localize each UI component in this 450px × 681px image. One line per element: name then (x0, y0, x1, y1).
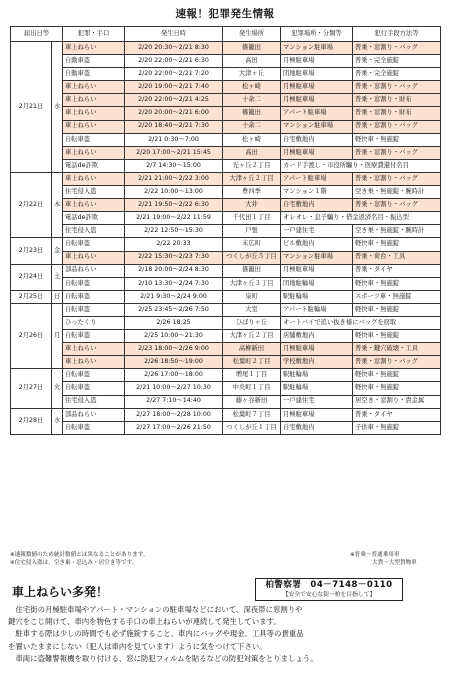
occurrence-place: 松ヶ崎 (223, 81, 281, 94)
crime-location: 一戸建住宅 (281, 225, 353, 238)
occurrence-place: 松葉町７丁目 (223, 408, 281, 421)
occurrence-time: 2/22 10:00～13:00 (125, 186, 223, 199)
table-body (11, 42, 441, 435)
crime-method: 普乗・鍵穴破壊・工具 (353, 343, 441, 356)
crime-location: カード手渡し・市役所騙り・医療費還付名目 (281, 159, 441, 172)
occurrence-time: 2/7 14:30～15:00 (125, 159, 223, 172)
advice-line: 鍵穴をこじ開けて、車内を物色する手口の車上ねらいが連続して発生しています。 (8, 617, 281, 627)
table-row (11, 186, 441, 199)
day-of-week: 月 (52, 303, 63, 368)
occurrence-time: 2/26 18:25 (125, 316, 223, 329)
crime-location: 駅駐輪場 (281, 290, 353, 303)
table-row (11, 120, 441, 133)
crime-type: 住宅侵入盗 (63, 186, 125, 199)
page-title: 速報！犯罪発生情報 (175, 8, 275, 20)
occurrence-time: 2/25 10:00～21:30 (125, 330, 223, 343)
occurrence-place: 松ヶ崎 (223, 133, 281, 146)
crime-type: 車上ねらい (63, 94, 125, 107)
day-of-week: 水 (52, 408, 63, 434)
report-date: 2月22日 (11, 172, 52, 237)
day-of-week: 水 (52, 42, 63, 173)
advice-text (8, 604, 444, 665)
table-row (11, 42, 441, 55)
table-row (11, 264, 441, 277)
advice-line: 車両に盗難警報機を取り付ける、窓に防犯フィルムを貼るなどの防犯対策をとりましょう。 (8, 653, 318, 663)
header-datetime: 発生日時 (125, 27, 223, 42)
police-slogan: 【安全で安心な街～柏を目指して】 (282, 592, 376, 598)
header-date: 届出日等 (11, 27, 63, 42)
occurrence-time: 2/21 9:30～2/24 9:00 (125, 290, 223, 303)
table-row (11, 172, 441, 185)
occurrence-time: 2/22 12:50～15:30 (125, 225, 223, 238)
report-date: 2月27日 (11, 369, 52, 408)
table-row (11, 290, 441, 303)
advice-line: 住宅街の月極駐車場やアパート・マンションの駐車場などにおいて、深夜帯に窓割りや (8, 605, 303, 614)
table-row (11, 133, 441, 146)
table-row (11, 159, 441, 172)
crime-method: 軽快車・無施錠 (353, 303, 441, 316)
crime-method: 普乗・窓割り・バッグ (353, 172, 441, 185)
crime-method: 居空き・窓割り・貴金属 (353, 395, 441, 408)
crime-type: 自転車盗 (63, 421, 125, 434)
occurrence-place: 増尾１丁目 (223, 369, 281, 382)
crime-location: 月極駐車場 (281, 94, 353, 107)
crime-location: マンション１階 (281, 186, 353, 199)
occurrence-place: つくしが丘１丁目 (223, 421, 281, 434)
table-row (11, 382, 441, 395)
crime-location: 駅駐輪場 (281, 382, 353, 395)
crime-table-wrapper (10, 26, 440, 435)
crime-type: 車上ねらい (63, 343, 125, 356)
occurrence-time: 2/18 20:00～2/24 8:30 (125, 264, 223, 277)
occurrence-place: 松葉町２丁目 (223, 356, 281, 369)
crime-type: 住宅侵入盗 (63, 225, 125, 238)
table-row (11, 408, 441, 421)
table-row (11, 55, 441, 68)
occurrence-time: 2/20 22:00～2/21 7:20 (125, 68, 223, 81)
crime-method: 普乗・荷台・工具 (353, 251, 441, 264)
advice-line: 駐車する際は少しの時間でも必ず施錠すること、車内にバッグや現金、工具等の貴重品 (8, 629, 304, 639)
crime-method: 軽快車・無施錠 (353, 382, 441, 395)
table-row (11, 251, 441, 264)
crime-location: 自宅敷地内 (281, 133, 353, 146)
day-of-week: 日 (52, 290, 63, 303)
occurrence-time: 2/20 20:30～2/21 8:30 (125, 42, 223, 55)
crime-type: 電話de詐欺 (63, 212, 125, 225)
header-location: 犯罪場所・分類等 (281, 27, 353, 42)
header-crime-type: 犯罪・手口 (63, 27, 125, 42)
crime-method: スポーツ車・無施錠 (353, 290, 441, 303)
crime-location: ビル敷地内 (281, 238, 353, 251)
crime-method: 普乗・窓割り・バッグ (353, 81, 441, 94)
occurrence-place: 篠籠田 (223, 107, 281, 120)
table-row (11, 146, 441, 159)
table-row (11, 199, 441, 212)
crime-method: 軽快車・無施錠 (353, 330, 441, 343)
crime-method: 普乗・完全施錠 (353, 68, 441, 81)
crime-method: 軽快車・無施錠 (353, 277, 441, 290)
occurrence-place: 藤ヶ谷新田 (223, 395, 281, 408)
occurrence-time: 2/21 21:00～2/22 3:00 (125, 172, 223, 185)
crime-method: 子供車・無施錠 (353, 421, 441, 434)
crime-type: 部品ねらい (63, 408, 125, 421)
occurrence-place: 十余二 (223, 94, 281, 107)
occurrence-place: 高田 (223, 146, 281, 159)
header-place: 発生場所 (223, 27, 281, 42)
occurrence-place: 戸張 (223, 225, 281, 238)
crime-type: 自転車盗 (63, 382, 125, 395)
crime-location: 自宅敷地内 (281, 421, 353, 434)
occurrence-time: 2/22 20:33 (125, 238, 223, 251)
crime-type: 住宅侵入盗 (63, 395, 125, 408)
crime-location: 学校敷地内 (281, 356, 353, 369)
crime-location: 月極駐車場 (281, 146, 353, 159)
table-row (11, 68, 441, 81)
occurrence-time: 2/21 10:00～2/27 10:30 (125, 382, 223, 395)
occurrence-time: 2/20 22:00～2/21 6:30 (125, 55, 223, 68)
table-row (11, 395, 441, 408)
advice-line: を置いたままにしない（犯人は車内を見ています）ように気をつけて下さい。 (8, 641, 267, 651)
crime-type: 自転車盗 (63, 330, 125, 343)
occurrence-time: 2/27 17:00～2/26 21:50 (125, 421, 223, 434)
occurrence-place: 泉町 (223, 290, 281, 303)
table-row (11, 343, 441, 356)
crime-location: マンション駐車場 (281, 120, 353, 133)
crime-method: 普乗・窓割り・財布 (353, 94, 441, 107)
alert-headline: 車上ねらい多発！ (12, 585, 109, 599)
occurrence-time: 2/20 22:00～2/21 4:25 (125, 94, 223, 107)
crime-method: 空き巣・無施錠・腕時計 (353, 186, 441, 199)
occurrence-place: 千代田１丁目 (223, 212, 281, 225)
occurrence-time: 2/20 19:00～2/21 7:40 (125, 81, 223, 94)
crime-location: 団地駐車場 (281, 68, 353, 81)
crime-location: オレオレ・息子騙り・借金返済名目・振込型 (281, 212, 441, 225)
footnotes-left (10, 551, 149, 567)
crime-type: 車上ねらい (63, 120, 125, 133)
report-date: 2月28日 (11, 408, 52, 434)
occurrence-place: 大津ヶ丘２丁目 (223, 330, 281, 343)
table-row (11, 81, 441, 94)
crime-type: 部品ねらい (63, 264, 125, 277)
occurrence-time: 2/10 13:30～2/24 7:30 (125, 277, 223, 290)
report-date: 2月25日 (11, 290, 52, 303)
crime-location: 月極駐車場 (281, 343, 353, 356)
police-phone: 柏警察署 04－7148－0110 (265, 580, 393, 590)
crime-location: 店舗敷地内 (281, 330, 353, 343)
footnote: 大貨～大型貨物車 (372, 560, 417, 566)
occurrence-place: つくしが丘５丁目 (223, 251, 281, 264)
occurrence-time: 2/21 19:50～2/22 6:30 (125, 199, 223, 212)
occurrence-time: 2/26 17:00～18:00 (125, 369, 223, 382)
report-date: 2月21日 (11, 42, 52, 173)
crime-type: 車上ねらい (63, 81, 125, 94)
crime-type: 自転車盗 (63, 133, 125, 146)
crime-type: 自動車盗 (63, 55, 125, 68)
crime-location: 月極駐車場 (281, 55, 353, 68)
occurrence-time: 2/27 18:00～2/28 10:00 (125, 408, 223, 421)
occurrence-place: 中央町１丁目 (223, 382, 281, 395)
footnote: ※普乗～普通乗用車 (350, 552, 400, 558)
crime-type: 車上ねらい (63, 107, 125, 120)
occurrence-time: 2/27 7:10～14:40 (125, 395, 223, 408)
crime-method: 軽快車・無施錠 (353, 369, 441, 382)
footnotes-right (350, 551, 417, 567)
crime-method: 普乗・窓割り・バッグ (353, 120, 441, 133)
crime-method: 普乗・窓割り・バッグ (353, 146, 441, 159)
table-row (11, 94, 441, 107)
crime-location: 月極駐車場 (281, 408, 353, 421)
crime-table (10, 26, 441, 435)
day-of-week: 金 (52, 238, 63, 264)
day-of-week: 木 (52, 172, 63, 237)
crime-type: 車上ねらい (63, 251, 125, 264)
crime-type: 自転車盗 (63, 277, 125, 290)
crime-location: 団地駐輪場 (281, 277, 353, 290)
crime-method: 普乗・窓割り・バッグ (353, 356, 441, 369)
occurrence-time: 2/21 19:00～2/22 11:59 (125, 212, 223, 225)
occurrence-place: 光ヶ丘２丁目 (223, 159, 281, 172)
occurrence-time: 2/25 23:45～2/26 7:50 (125, 303, 223, 316)
occurrence-time: 2/20 17:00～2/21 15:45 (125, 146, 223, 159)
report-date: 2月23日 (11, 238, 52, 264)
table-row (11, 277, 441, 290)
occurrence-time: 2/21 0:30～7:00 (125, 133, 223, 146)
crime-location: アパート駐車場 (281, 107, 353, 120)
crime-type: 車上ねらい (63, 146, 125, 159)
occurrence-place: ひばりヶ丘 (223, 316, 281, 329)
crime-location: アパート駐車場 (281, 172, 353, 185)
crime-location: マンション駐車場 (281, 251, 353, 264)
occurrence-place: 豊四季 (223, 186, 281, 199)
occurrence-place: 篠籠田 (223, 264, 281, 277)
crime-location: 月極駐車場 (281, 264, 353, 277)
crime-method: 普乗・窓割り・財布 (353, 107, 441, 120)
crime-type: 自転車盗 (63, 369, 125, 382)
crime-location: 一戸建住宅 (281, 395, 353, 408)
day-of-week: 土 (52, 264, 63, 290)
table-row (11, 238, 441, 251)
table-row (11, 107, 441, 120)
crime-location: 駅駐輪場 (281, 369, 353, 382)
table-row (11, 369, 441, 382)
occurrence-place: 末広町 (223, 238, 281, 251)
occurrence-time: 2/23 18:00～2/26 9:00 (125, 343, 223, 356)
crime-type: 自転車盗 (63, 290, 125, 303)
crime-method: 普乗・窓割り・バッグ (353, 42, 441, 55)
occurrence-place: 大津ヶ丘 (223, 68, 281, 81)
crime-method: 軽快車・無施錠 (353, 133, 441, 146)
footnote: ※住宅侵入盗は、空き巣・忍込み・居空き等です。 (10, 560, 138, 566)
occurrence-time: 2/26 18:50～19:00 (125, 356, 223, 369)
crime-method: 普乗・窓割り・バッグ (353, 199, 441, 212)
occurrence-time: 2/20 18:40～2/21 7:30 (125, 120, 223, 133)
crime-type: 電話de詐欺 (63, 159, 125, 172)
crime-type: 自動車盗 (63, 68, 125, 81)
occurrence-place: 大津ヶ丘３丁目 (223, 277, 281, 290)
police-contact-box (255, 578, 403, 601)
crime-type: 車上ねらい (63, 172, 125, 185)
crime-method: 空き巣・無施錠・腕時計 (353, 225, 441, 238)
report-date: 2月24日 (11, 264, 52, 290)
report-date: 2月26日 (11, 303, 52, 368)
crime-location: オートバイで追い抜き様にバッグを窃取 (281, 316, 441, 329)
footnote: ※速報数値のため統計数値とは異なることがあります。 (10, 552, 149, 558)
crime-location: マンション駐車場 (281, 42, 353, 55)
crime-method: 普乗・タイヤ (353, 408, 441, 421)
crime-type: 車上ねらい (63, 42, 125, 55)
occurrence-place: 篠籠田 (223, 42, 281, 55)
crime-method: 普乗・完全施錠 (353, 55, 441, 68)
occurrence-time: 2/20 20:00～2/21 6:00 (125, 107, 223, 120)
crime-type: 自転車盗 (63, 238, 125, 251)
occurrence-time: 2/22 15:30～2/23 7:30 (125, 251, 223, 264)
table-row (11, 212, 441, 225)
day-of-week: 火 (52, 369, 63, 408)
crime-location: 自宅敷地内 (281, 199, 353, 212)
crime-type: ひったくり (63, 316, 125, 329)
table-row (11, 421, 441, 434)
occurrence-place: 十余二 (223, 120, 281, 133)
occurrence-place: 高田 (223, 55, 281, 68)
table-row (11, 225, 441, 238)
crime-type: 車上ねらい (63, 356, 125, 369)
crime-location: 月極駐車場 (281, 81, 353, 94)
occurrence-place: 大井 (223, 199, 281, 212)
crime-type: 自転車盗 (63, 303, 125, 316)
crime-location: アパート駐輪場 (281, 303, 353, 316)
table-row (11, 316, 441, 329)
occurrence-place: 高柳新田 (223, 343, 281, 356)
table-row (11, 356, 441, 369)
table-row (11, 330, 441, 343)
crime-method: 軽快車・無施錠 (353, 238, 441, 251)
crime-type: 車上ねらい (63, 199, 125, 212)
table-row (11, 303, 441, 316)
table-header-row (11, 27, 441, 42)
crime-method: 普乗・タイヤ (353, 264, 441, 277)
occurrence-place: 大室 (223, 303, 281, 316)
occurrence-place: 大津ヶ丘２丁目 (223, 172, 281, 185)
header-method: 犯行手段方法等 (353, 27, 441, 42)
